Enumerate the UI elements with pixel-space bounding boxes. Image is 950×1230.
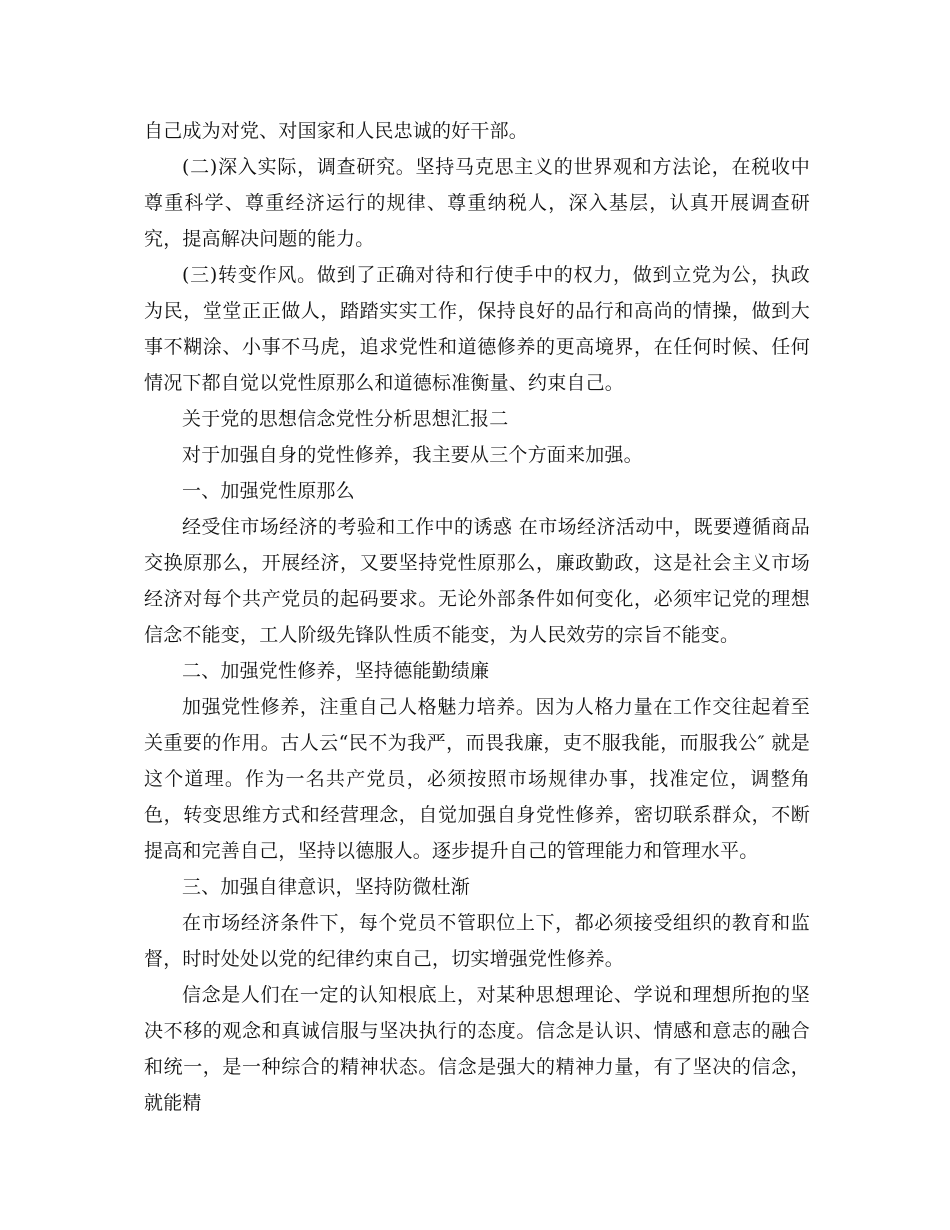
paragraph-1: 自己成为对党、对国家和人民忠诚的好干部。 (144, 120, 529, 142)
paragraph-heading-three-body: 在市场经济条件下，每个党员不管职位上下，都必须接受组织的教育和监督，时时处处以党的纪律约束自己，切实增强党性修养。 (144, 912, 810, 970)
paragraph-2: (二)深入实际，调查研究。坚持马克思主义的世界观和方法论，在税收中尊重科学、尊重经济运行的规律、尊重纳税人，深入基层，认真开展调查研究，提高解决问题的能力。 (144, 156, 810, 250)
heading-one: 一、加强党性原那么 (182, 480, 355, 502)
paragraph-belief: 信念是人们在一定的认知根底上，对某种思想理论、学说和理想所抱的坚决不移的观念和真诚信服与坚决执行的态度。信念是认识、情感和意志的融合和统一，是一种综合的精神状态。信念是强大的精神力量，有了坚决的信念，就能精 (144, 984, 810, 1114)
paragraph-heading-two-body: 加强党性修养，注重自己人格魅力培养。因为人格力量在工作交往起着至关重要的作用。古人云“民不为我严，而畏我廉，吏不服我能，而服我公″ 就是这个道理。作为一名共产党员，必须按照市场规律办事，找准定位，调整角色，转变思维方式和经营理念，自觉加强自身党性修养，密切联系群众，不断提高和完善自己，坚持以德服人。逐步提升自己的管理能力和管理水平。 (144, 696, 810, 862)
paragraph-intro: 对于加强自身的党性修养，我主要从三个方面来加强。 (182, 444, 643, 466)
section-title-report-two: 关于党的思想信念党性分析思想汇报二 (182, 408, 509, 430)
paragraph-heading-one-body: 经受住市场经济的考验和工作中的诱惑 在市场经济活动中，既要遵循商品交换原那么，开展经济，又要坚持党性原那么，廉政勤政，这是社会主义市场经济对每个共产党员的起码要求。无论外部条件如何变化，必须牢记党的理想信念不能变，工人阶级先锋队性质不能变，为人民效劳的宗旨不能变。 (144, 516, 810, 646)
heading-two: 二、加强党性修养，坚持德能勤绩廉 (182, 660, 490, 682)
paragraph-3: (三)转变作风。做到了正确对待和行使手中的权力，做到立党为公，执政为民，堂堂正正做人，踏踏实实工作，保持良好的品行和高尚的情操，做到大事不糊涂、小事不马虎，追求党性和道德修养的更高境界，在任何时候、任何情况下都自觉以党性原那么和道德标准衡量、约束自己。 (144, 264, 810, 394)
heading-three: 三、加强自律意识，坚持防微杜渐 (182, 876, 471, 898)
